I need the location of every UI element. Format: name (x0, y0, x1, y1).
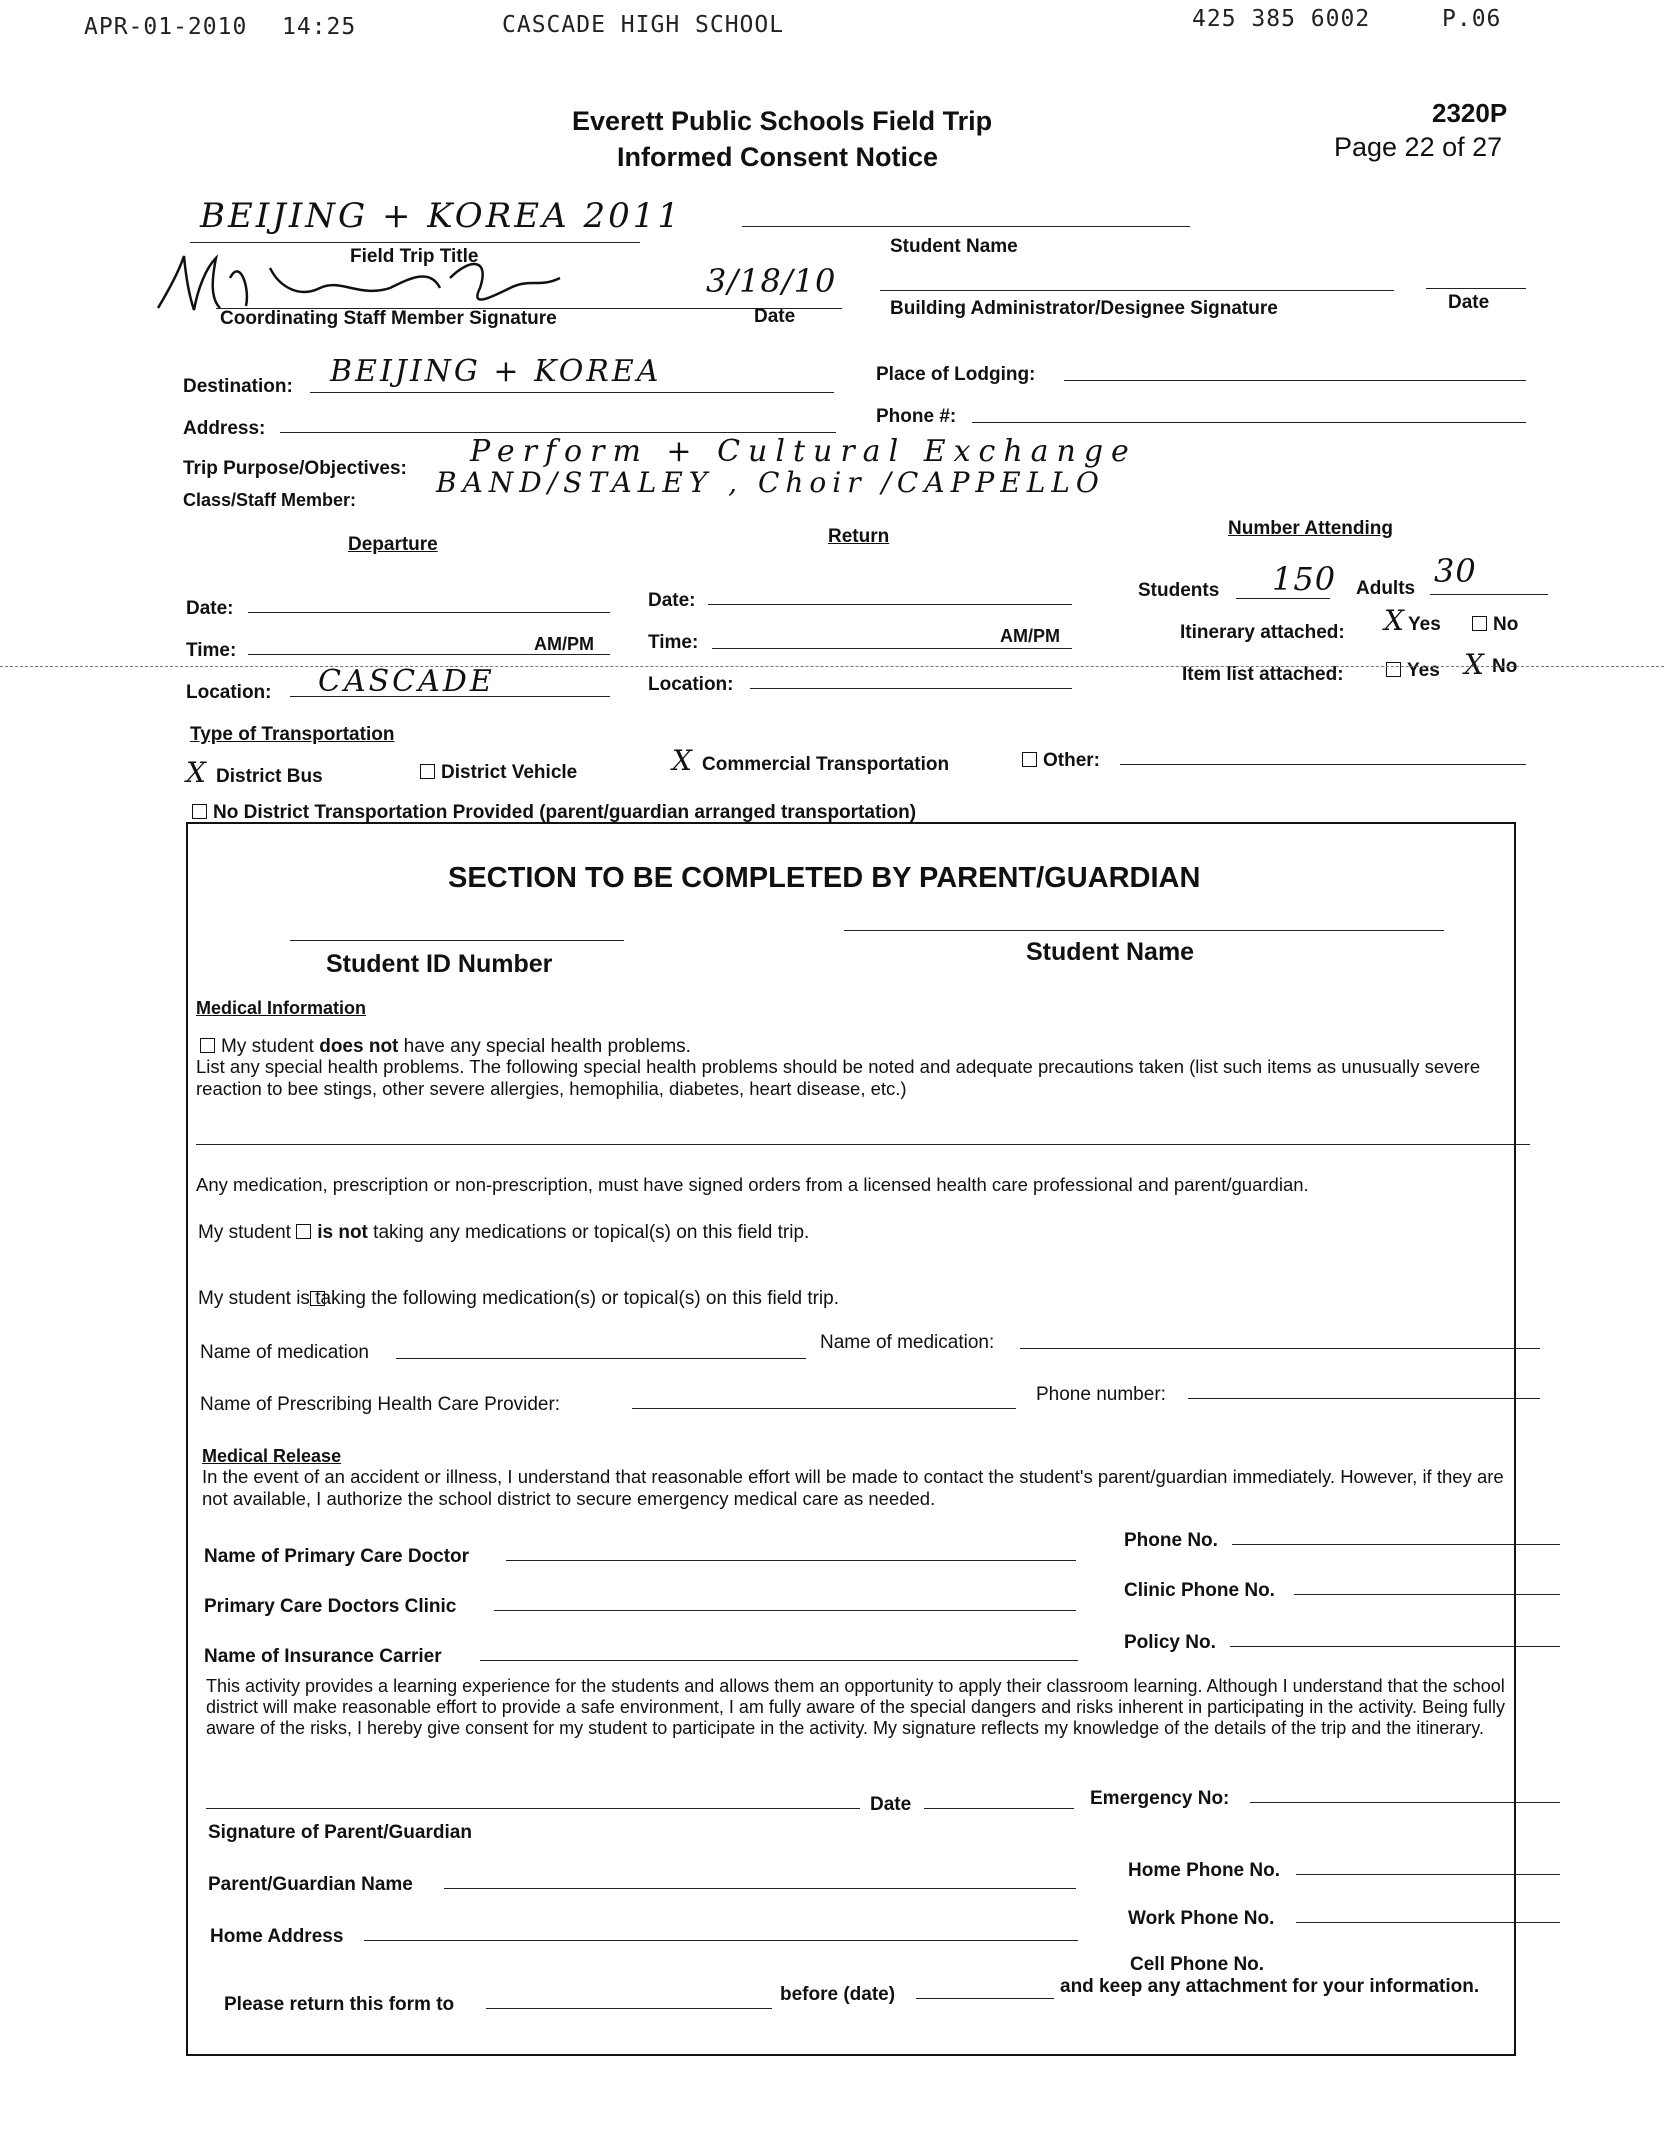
student-name-line (742, 226, 1190, 227)
admin-date-label: Date (1448, 292, 1490, 313)
no-health-problems-option[interactable] (200, 1036, 691, 1058)
district-vehicle-option[interactable] (420, 762, 577, 784)
item-list-yes-option[interactable] (1386, 660, 1440, 682)
medication-name-label-2: Name of medication: (820, 1332, 995, 1353)
departure-time-label: Time: (186, 640, 237, 661)
parent-guardian-section (186, 822, 1516, 2056)
return-location-line (750, 688, 1072, 689)
taking-checkbox (310, 1291, 325, 1306)
medication-name-label-1: Name of medication (200, 1342, 369, 1363)
clinic-label: Primary Care Doctors Clinic (204, 1596, 457, 1617)
coordinator-date-value: 3/18/10 (706, 262, 837, 300)
field-trip-title-line (190, 242, 640, 243)
parent-student-name-line (844, 930, 1444, 931)
other-transport-option[interactable] (1022, 750, 1100, 772)
signature-date-line[interactable] (924, 1808, 1074, 1809)
departure-location-value: CASCADE (318, 664, 495, 699)
return-date-line (708, 604, 1072, 605)
policy-line[interactable] (1230, 1646, 1560, 1647)
commercial-check: X (672, 744, 692, 777)
no-health-problems-suffix: have any special health problems. (398, 1036, 691, 1057)
district-bus-check: X (186, 756, 206, 789)
coordinator-date-label: Date (754, 306, 796, 327)
adults-line (1430, 594, 1548, 595)
doctor-phone-line[interactable] (1232, 1544, 1560, 1545)
return-form-prefix: Please return this form to (224, 1994, 455, 2015)
no-district-transport-checkbox (192, 804, 207, 819)
medication-name-line-2[interactable] (1020, 1348, 1540, 1349)
emergency-label: Emergency No: (1090, 1788, 1230, 1809)
commercial-label: Commercial Transportation (702, 754, 950, 775)
list-health-problems-text: List any special health problems. The following special health problems should be noted and adequate precautions taken (list such items as unusually severe reaction to bee stings, other severe allergies, hemophilia, diabetes, heart disease, etc.) (196, 1056, 1481, 1099)
not-taking-medication-option[interactable] (198, 1222, 809, 1244)
fax-page: P.06 (1442, 6, 1502, 32)
medication-name-line-1[interactable] (396, 1358, 806, 1359)
fax-time: 14:25 (282, 14, 357, 40)
medication-note: Any medication, prescription or non-prescription, must have signed orders from a licensed health care professional and parent/guardian. (196, 1174, 1309, 1195)
itinerary-yes-check: X (1384, 604, 1404, 637)
students-value: 150 (1272, 560, 1337, 598)
itinerary-label: Itinerary attached: (1180, 622, 1345, 643)
fax-sender: CASCADE HIGH SCHOOL (502, 12, 785, 38)
district-bus-option[interactable] (186, 756, 323, 789)
students-line (1236, 598, 1330, 599)
phone-label: Phone #: (876, 406, 957, 427)
page-of: Page 22 of 27 (1334, 132, 1503, 162)
consent-text: This activity provides a learning experience for the students and allows them an opportunity to apply their classroom learning. Although I understand that the school district will make reasonable effort to provide a safe environment, I am fully aware of the special dangers and risks inherent in participating in the activity. Being fully aware of the risks, I hereby give consent for my student to participate in the activity. My signature reflects my knowledge of the details of the trip and the itinerary. (206, 1676, 1505, 1738)
insurance-label: Name of Insurance Carrier (204, 1646, 442, 1667)
departure-heading: Departure (348, 534, 438, 555)
other-transport-line (1120, 764, 1526, 765)
guardian-signature-label: Signature of Parent/Guardian (208, 1822, 472, 1843)
not-taking-prefix: My student (198, 1222, 297, 1243)
address-label: Address: (183, 418, 266, 439)
itinerary-yes-option[interactable] (1384, 604, 1441, 637)
not-taking-checkbox (296, 1224, 311, 1239)
itinerary-yes-label: Yes (1408, 614, 1441, 635)
item-list-no-label: No (1492, 656, 1518, 677)
doctor-phone-label: Phone No. (1124, 1530, 1218, 1551)
departure-location-label: Location: (186, 682, 272, 703)
lodging-label: Place of Lodging: (876, 364, 1036, 385)
item-list-no-option[interactable] (1464, 648, 1518, 681)
students-label: Students (1138, 580, 1220, 601)
scan-line (0, 666, 1664, 667)
health-problems-line[interactable] (196, 1144, 1530, 1145)
other-transport-checkbox (1022, 752, 1037, 767)
return-time-line (712, 648, 1072, 649)
item-list-label: Item list attached: (1182, 664, 1344, 685)
destination-label: Destination: (183, 376, 293, 397)
primary-doctor-label: Name of Primary Care Doctor (204, 1546, 470, 1567)
address-line (280, 432, 836, 433)
number-attending-heading: Number Attending (1228, 518, 1394, 539)
home-address-label: Home Address (210, 1926, 344, 1947)
phone-line (972, 422, 1526, 423)
adults-label: Adults (1356, 578, 1416, 599)
lodging-line (1064, 380, 1526, 381)
no-district-transport-option[interactable] (192, 802, 916, 824)
district-bus-label: District Bus (216, 766, 323, 787)
departure-date-line (248, 612, 610, 613)
medical-release-text: In the event of an accident or illness, I understand that reasonable effort will be made to contact the student's parent/guardian immediately. However, if they are not available, I authorize the school district to secure emergency medical care as needed. (202, 1466, 1504, 1509)
destination-line (310, 392, 834, 393)
return-ampm: AM/PM (1000, 626, 1060, 646)
destination-value: BEIJING + KOREA (330, 354, 662, 389)
adults-value: 30 (1434, 552, 1477, 590)
field-trip-title-value: BEIJING + KOREA 2011 (200, 196, 682, 236)
parent-section-title: SECTION TO BE COMPLETED BY PARENT/GUARDIAN (448, 862, 1201, 894)
work-phone-line[interactable] (1296, 1922, 1560, 1923)
fax-phone: 425 385 6002 (1192, 6, 1371, 32)
form-subtitle: Informed Consent Notice (617, 142, 939, 172)
return-before-label: before (date) (780, 1984, 896, 2005)
medical-release-heading: Medical Release (202, 1446, 342, 1466)
class-staff-value: BAND/STALEY , Choir /CAPPELLO (436, 466, 1105, 499)
field-trip-title-label: Field Trip Title (350, 246, 479, 267)
return-date-label: Date: (648, 590, 696, 611)
class-staff-label: Class/Staff Member: (183, 490, 357, 510)
not-taking-bold: is not (317, 1222, 368, 1243)
student-id-line (290, 940, 624, 941)
guardian-name-label: Parent/Guardian Name (208, 1874, 413, 1895)
guardian-signature-line[interactable] (206, 1808, 860, 1809)
commercial-option[interactable] (672, 744, 950, 777)
no-health-problems-bold: does not (319, 1036, 399, 1057)
return-heading: Return (828, 526, 890, 547)
departure-ampm: AM/PM (534, 634, 594, 654)
item-list-yes-checkbox (1386, 662, 1401, 677)
insurance-line[interactable] (480, 1660, 1078, 1661)
prescriber-line[interactable] (632, 1408, 1016, 1409)
not-taking-suffix: taking any medications or topical(s) on this field trip. (367, 1222, 810, 1243)
fax-date: APR-01-2010 (84, 14, 248, 40)
admin-signature-line (880, 290, 1394, 291)
admin-signature-label: Building Administrator/Designee Signature (890, 298, 1278, 319)
admin-date-line (1426, 288, 1526, 289)
prescriber-label: Name of Prescribing Health Care Provider: (200, 1394, 561, 1415)
student-name-label: Student Name (890, 236, 1018, 257)
prescriber-phone-line[interactable] (1188, 1398, 1540, 1399)
primary-doctor-line[interactable] (506, 1560, 1076, 1561)
emergency-line[interactable] (1250, 1802, 1560, 1803)
transportation-heading: Type of Transportation (190, 724, 395, 745)
taking-medication-option[interactable] (198, 1288, 839, 1310)
clinic-phone-label: Clinic Phone No. (1124, 1580, 1275, 1601)
purpose-label: Trip Purpose/Objectives: (183, 458, 407, 479)
medical-info-heading: Medical Information (196, 998, 367, 1018)
departure-date-label: Date: (186, 598, 234, 619)
policy-label: Policy No. (1124, 1632, 1216, 1653)
taking-text: My student is taking the following medication(s) or topical(s) on this field trip. (198, 1288, 839, 1309)
prescriber-phone-label: Phone number: (1036, 1384, 1166, 1405)
cell-phone-label: Cell Phone No. (1130, 1954, 1265, 1975)
district-vehicle-label: District Vehicle (441, 762, 578, 783)
itinerary-no-option[interactable] (1472, 614, 1518, 636)
return-form-to-line[interactable] (486, 2008, 772, 2009)
clinic-line[interactable] (494, 1610, 1076, 1611)
clinic-phone-line[interactable] (1294, 1594, 1560, 1595)
no-health-problems-checkbox (200, 1038, 215, 1053)
departure-location-line (290, 696, 610, 697)
guardian-name-line[interactable] (444, 1888, 1076, 1889)
home-address-line[interactable] (364, 1940, 1078, 1941)
parent-student-name-label: Student Name (1026, 938, 1195, 966)
district-vehicle-checkbox (420, 764, 435, 779)
student-id-label: Student ID Number (326, 950, 553, 978)
no-health-problems-prefix: My student (221, 1036, 320, 1057)
home-phone-line[interactable] (1296, 1874, 1560, 1875)
itinerary-no-label: No (1493, 614, 1519, 635)
no-district-transport-label: No District Transportation Provided (parent/guardian arranged transportation) (213, 802, 917, 823)
purpose-value: Perform + Cultural Exchange (470, 434, 1137, 469)
return-form-suffix: and keep any attachment for your information. (1060, 1976, 1480, 1997)
item-list-yes-label: Yes (1407, 660, 1440, 681)
home-phone-label: Home Phone No. (1128, 1860, 1281, 1881)
item-list-no-check: X (1464, 648, 1484, 681)
coordinator-signature-label: Coordinating Staff Member Signature (220, 308, 557, 329)
signature-date-label: Date (870, 1794, 912, 1815)
other-transport-label: Other: (1043, 750, 1100, 771)
work-phone-label: Work Phone No. (1128, 1908, 1275, 1929)
form-number: 2320P (1432, 98, 1508, 128)
return-time-label: Time: (648, 632, 699, 653)
return-before-line[interactable] (916, 1998, 1054, 1999)
return-location-label: Location: (648, 674, 734, 695)
itinerary-no-checkbox (1472, 616, 1487, 631)
form-title: Everett Public Schools Field Trip (572, 106, 993, 136)
